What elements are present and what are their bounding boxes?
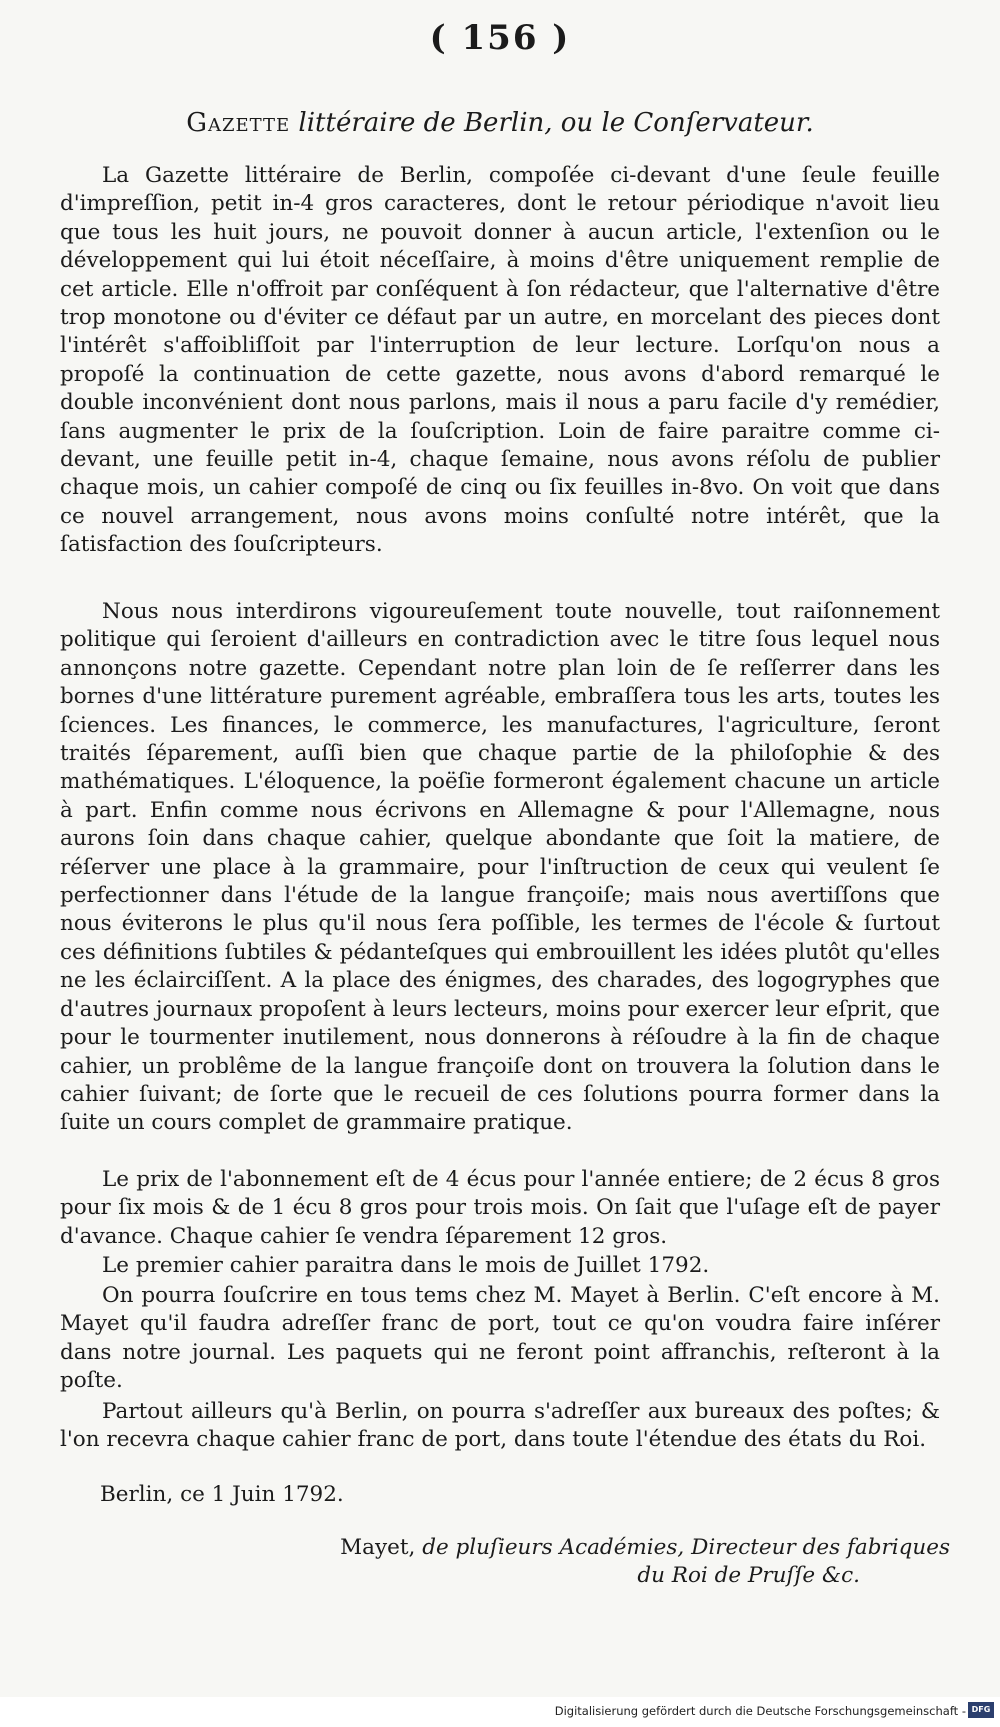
signature-name: Mayet, — [340, 1535, 423, 1560]
signature — [260, 1534, 950, 1590]
title-italic: littéraire de Berlin, ou le Conſervateur. — [290, 108, 814, 138]
signature-title-line2: du Roi de Pruſſe &c. — [637, 1563, 860, 1588]
page-number: ( 156 ) — [429, 18, 571, 58]
signature-title-line1: de pluſieurs Académies, Directeur des fabriques — [422, 1535, 950, 1560]
paragraph-3: Le prix de l'abonnement eſt de 4 écus pour l'année entiere; de 2 écus 8 gros pour ſix mois & de 1 écu 8 gros pour trois mois. On ſait que l'uſage eſt de payer d'avance. Chaque cahier ſe vendra ſéparement 12 gros. — [60, 1167, 940, 1249]
paragraph-4: Le premier cahier paraitra dans le mois de Juillet 1792. — [102, 1253, 710, 1278]
article-title — [0, 108, 1000, 138]
paragraph-2: Nous nous interdirons vigoureuſement toute nouvelle, tout raiſonnement politique qui ſeroient d'ailleurs en contradiction avec le titre ſous lequel nous annonçons notre gazette. Cependant notre plan loin de ſe reſſerrer dans les bornes d'une littérature purement agréable, embraſſera tous les arts, toutes les ſciences. Les finances, le commerce, les manufactures, l'agriculture, ſeront traités ſéparement, auſſi bien que chaque partie de la philoſophie & des mathématiques. L'éloquence, la poëſie formeront également chacune un article à part. Enfin comme nous écrivons en Allemagne & pour l'Allemagne, nous aurons ſoin dans chaque cahier, quelque abondante que ſoit la matiere, de réſerver une place à la grammaire, pour l'inſtruction de ceux qui veulent ſe perfectionner dans l'étude de la langue françoiſe; mais nous avertiſſons que nous éviterons le plus qu'il nous ſera poſſible, les termes de l'école & ſurtout ces définitions ſubtiles & pédanteſques qui embrouillent les idées plutôt qu'elles ne les éclairciſſent. A la place des énigmes, des charades, des logogryphes que d'autres journaux propoſent à leurs lecteurs, moins pour exercer leur eſprit, que pour le tourmenter inutilement, nous donnerons à réſoudre à la fin de chaque cahier, un problême de la langue françoiſe dont on trouvera la ſolution dans le cahier ſuivant; de ſorte que le recueil de ces ſolutions pourra former dans la ſuite un cours complet de grammaire pratique. — [60, 599, 940, 1136]
paragraph-6: Partout ailleurs qu'à Berlin, on pourra s'adreſſer aux bureaux des poſtes; & l'on recevra chaque cahier franc de port, dans toute l'étendue des états du Roi. — [60, 1399, 940, 1453]
paragraph-5: On pourra ſouſcrire en tous tems chez M. Mayet à Berlin. C'eſt encore à M. Mayet qu'il faudra adreſſer franc de port, tout ce qu'on voudra faire inſérer dans notre journal. Les paquets qui ne feront point affranchis, reſteront à la poſte. — [60, 1283, 940, 1394]
footer-credit: Digitalisierung gefördert durch die Deutsche Forschungsgemeinschaft - — [554, 1704, 966, 1718]
paragraph-1: La Gazette littéraire de Berlin, compoſée ci-devant d'une ſeule feuille d'impreſſion, petit in-4 gros caracteres, dont le retour périodique n'avoit lieu que tous les huit jours, ne pouvoit donner à aucun article, l'extenſion ou le développement qui lui étoit néceſſaire, à moins d'être uniquement remplie de cet article. Elle n'offroit par conſéquent à ſon rédacteur, que l'alternative d'être trop monotone ou d'éviter ce défaut par un autre, en morcelant des pieces dont l'intérêt s'affoibliſſoit par l'interruption de leur lecture. Lorſqu'on nous a propoſé la continuation de cette gazette, nous avons d'abord remarqué le double inconvénient dont nous parlons, mais il nous a paru facile d'y remédier, ſans augmenter le prix de la ſouſcription. Loin de faire paraitre comme ci-devant, une feuille petit in-4, chaque ſemaine, nous avons réſolu de publier chaque mois, un cahier compoſé de cinq ou ſix feuilles in-8vo. On voit que dans ce nouvel arrangement, nous avons moins conſulté notre intérêt, que la ſatisfaction des ſouſcripteurs. — [60, 163, 940, 558]
dateline: Berlin, ce 1 Juin 1792. — [100, 1482, 344, 1507]
dfg-logo-icon: DFG — [968, 1702, 994, 1718]
title-caps: Gazette — [186, 108, 291, 138]
